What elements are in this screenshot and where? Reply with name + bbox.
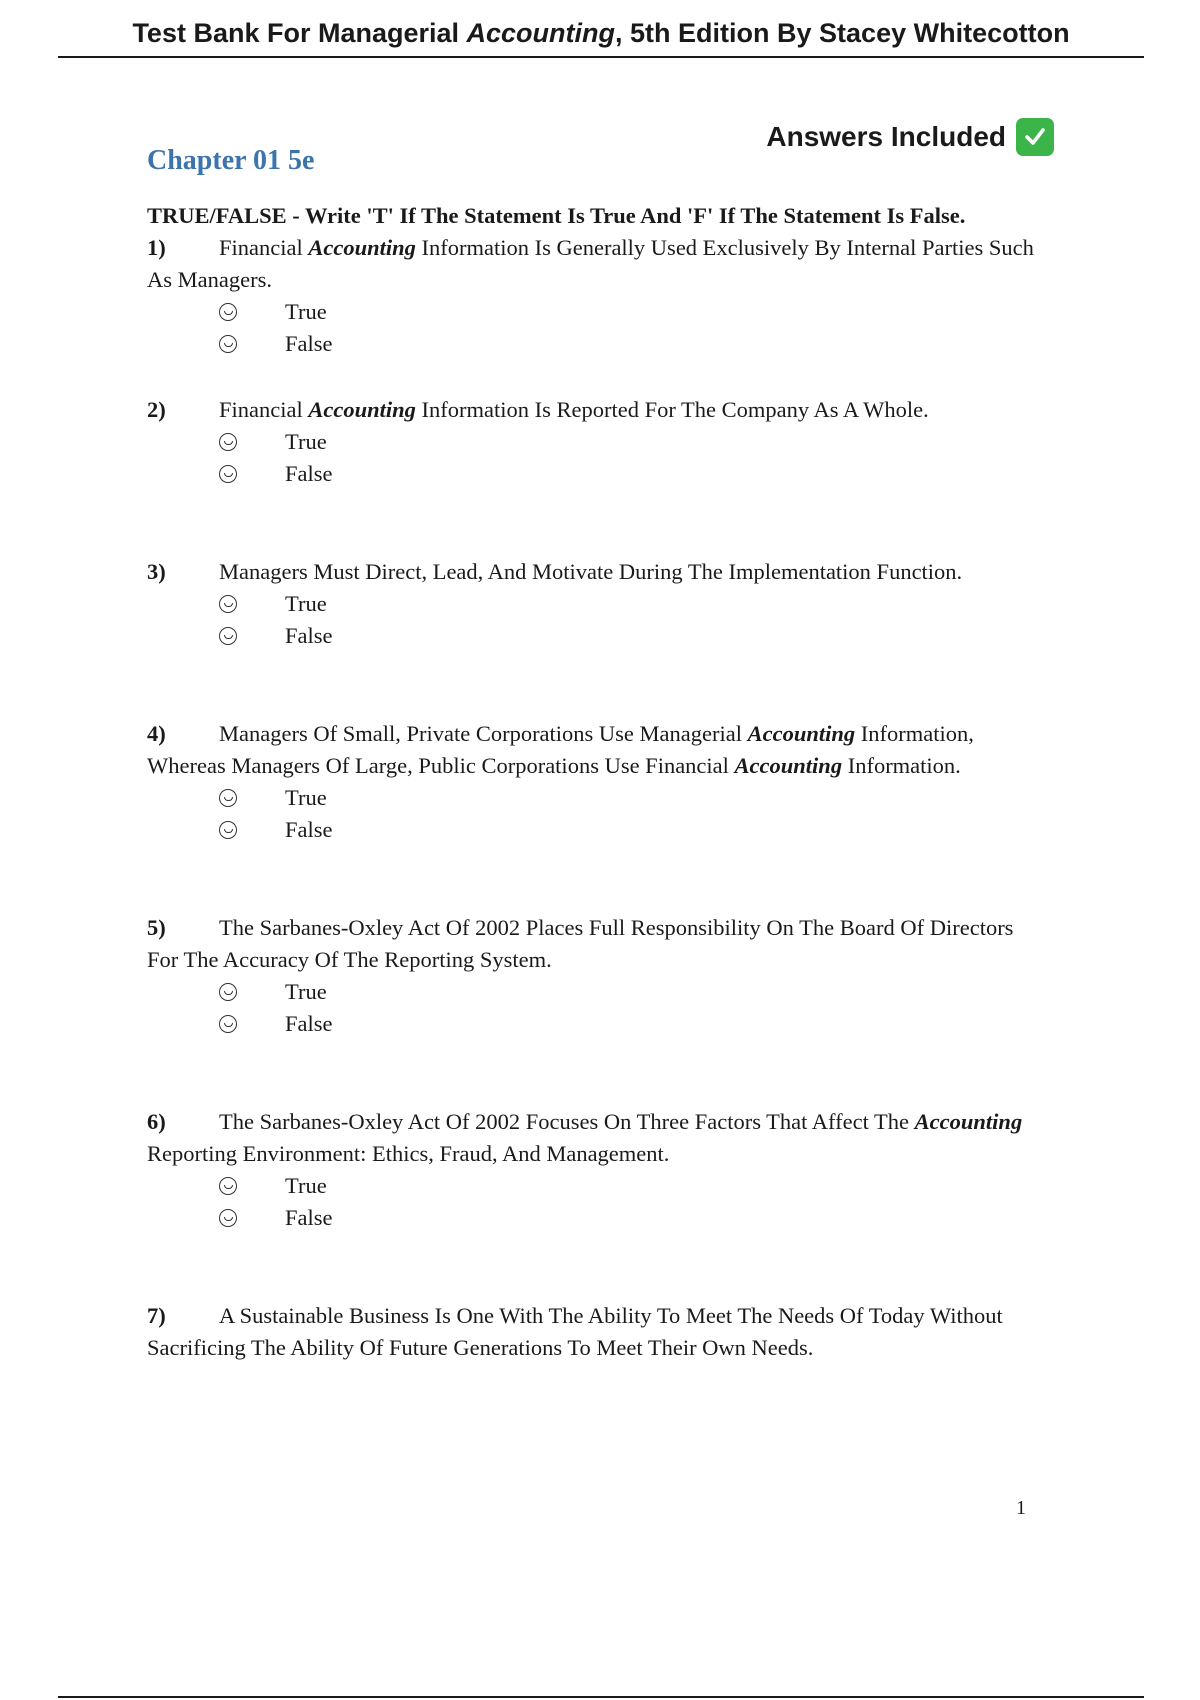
option-false[interactable]: [219, 1008, 1047, 1040]
option-label: True: [285, 1173, 327, 1198]
question-3: [147, 556, 1047, 652]
option-true[interactable]: [219, 1170, 1047, 1202]
question-4: [147, 718, 1047, 846]
question-text: [147, 718, 1047, 782]
question-text-segment: Information Is Reported For The Company As A Whole.: [415, 397, 929, 422]
radio-button-icon[interactable]: [219, 465, 237, 483]
radio-button-icon[interactable]: [219, 821, 237, 839]
radio-button-icon[interactable]: [219, 627, 237, 645]
question-text-segment: The Sarbanes-Oxley Act Of 2002 Places Full Responsibility On The Board Of Directors For The Accuracy Of The Reporting System.: [147, 915, 1014, 972]
question-number: 5): [147, 915, 166, 940]
option-false[interactable]: [219, 328, 1047, 360]
question-7: [147, 1300, 1047, 1364]
option-label: True: [285, 979, 327, 1004]
answers-included-badge: [766, 118, 1054, 156]
option-label: True: [285, 591, 327, 616]
radio-button-icon[interactable]: [219, 595, 237, 613]
question-text: [147, 232, 1047, 296]
question-5: [147, 912, 1047, 1040]
emphasis-term: Accounting: [308, 235, 416, 260]
radio-button-icon[interactable]: [219, 789, 237, 807]
question-text-segment: Information, Whereas Managers Of Large, Public Corporations Use Financial: [147, 721, 974, 778]
radio-button-icon[interactable]: [219, 1209, 237, 1227]
option-false[interactable]: [219, 1202, 1047, 1234]
option-label: False: [285, 461, 333, 486]
option-false[interactable]: [219, 814, 1047, 846]
option-true[interactable]: [219, 296, 1047, 328]
question-number: 7): [147, 1303, 166, 1328]
option-false[interactable]: [219, 620, 1047, 652]
question-1: [147, 232, 1047, 360]
question-text-segment: Information.: [842, 753, 961, 778]
radio-button-icon[interactable]: [219, 983, 237, 1001]
emphasis-term: Accounting: [734, 753, 843, 778]
radio-button-icon[interactable]: [219, 1177, 237, 1195]
radio-button-icon[interactable]: [219, 1015, 237, 1033]
option-true[interactable]: [219, 976, 1047, 1008]
header-title-pre: Test Bank For Managerial: [132, 18, 467, 48]
option-true[interactable]: [219, 782, 1047, 814]
check-mark-icon: [1016, 118, 1054, 156]
question-text: [147, 1300, 1047, 1364]
radio-button-icon[interactable]: [219, 433, 237, 451]
option-label: True: [285, 429, 327, 454]
page-number: 1: [1016, 1497, 1026, 1519]
question-text: [147, 556, 1047, 588]
question-text: [147, 1106, 1047, 1170]
header-title-post: , 5th Edition By Stacey Whitecotton: [615, 18, 1070, 48]
option-label: True: [285, 785, 327, 810]
chapter-title: Chapter 01 5e: [147, 145, 315, 176]
emphasis-term: Accounting: [747, 721, 856, 746]
question-text-segment: Information Is Generally Used Exclusively By Internal Parties Such As Managers.: [147, 235, 1034, 292]
question-number: 3): [147, 559, 166, 584]
radio-button-icon[interactable]: [219, 335, 237, 353]
header-title-italic: Accounting: [466, 18, 616, 48]
footer-divider: [58, 1696, 1144, 1698]
question-text-segment: Reporting Environment: Ethics, Fraud, And Management.: [147, 1141, 670, 1166]
option-false[interactable]: [219, 458, 1047, 490]
question-text: [147, 912, 1047, 976]
radio-button-icon[interactable]: [219, 303, 237, 321]
question-text: [147, 394, 1047, 426]
question-text-segment: Managers Of Small, Private Corporations Use Managerial: [219, 721, 748, 746]
question-text-segment: Financial: [219, 235, 309, 260]
option-label: True: [285, 299, 327, 324]
option-label: False: [285, 1205, 333, 1230]
option-true[interactable]: [219, 426, 1047, 458]
answers-included-label: Answers Included: [766, 121, 1006, 152]
question-text-segment: A Sustainable Business Is One With The Ability To Meet The Needs Of Today Without Sacrificing The Ability Of Future Generations To Meet Their Own Needs.: [147, 1303, 1003, 1360]
question-text-segment: Financial: [219, 397, 309, 422]
emphasis-term: Accounting: [308, 397, 416, 422]
question-text-segment: Managers Must Direct, Lead, And Motivate During The Implementation Function.: [219, 559, 963, 584]
option-label: False: [285, 331, 333, 356]
option-label: False: [285, 817, 333, 842]
page-header: [58, 0, 1144, 58]
question-2: [147, 394, 1047, 490]
option-label: False: [285, 623, 333, 648]
question-number: 2): [147, 397, 166, 422]
question-6: [147, 1106, 1047, 1234]
question-number: 4): [147, 721, 166, 746]
question-number: 6): [147, 1109, 166, 1134]
emphasis-term: Accounting: [914, 1109, 1023, 1134]
instructions: TRUE/FALSE - Write 'T' If The Statement Is True And 'F' If The Statement Is False.: [147, 203, 966, 228]
question-text-segment: The Sarbanes-Oxley Act Of 2002 Focuses On Three Factors That Affect The: [219, 1109, 915, 1134]
question-number: 1): [147, 235, 166, 260]
option-label: False: [285, 1011, 333, 1036]
option-true[interactable]: [219, 588, 1047, 620]
